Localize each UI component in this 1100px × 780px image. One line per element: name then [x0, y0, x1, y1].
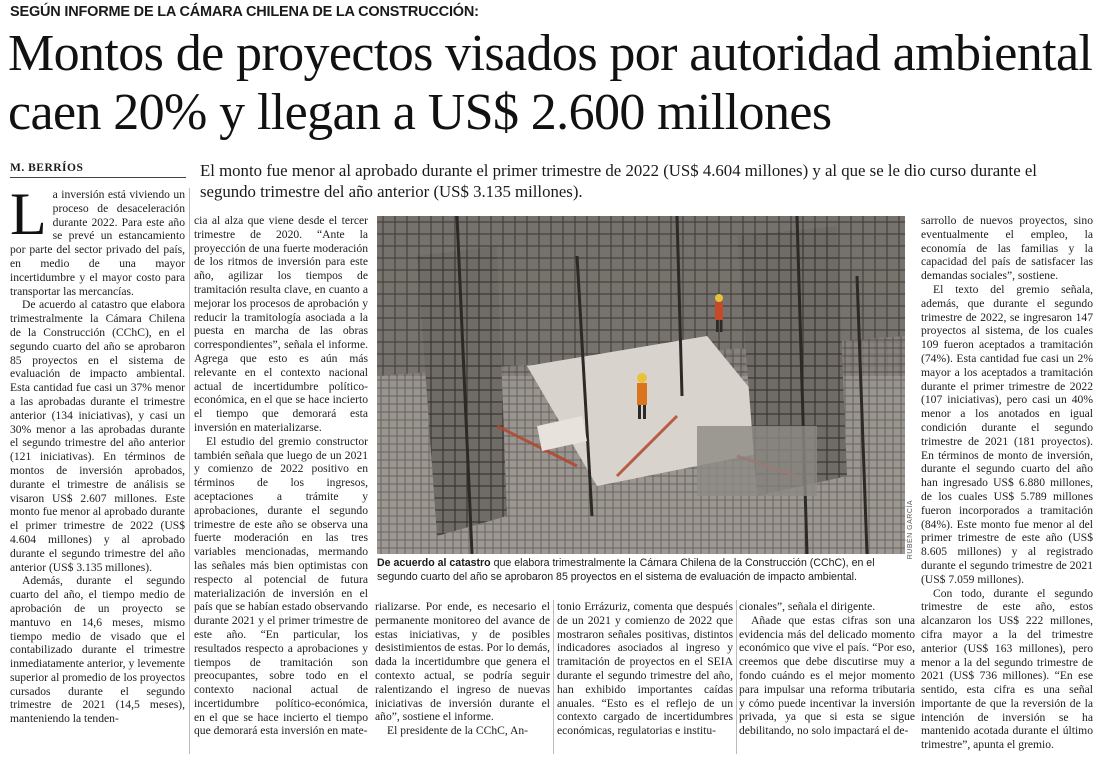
paragraph: El estudio del gremio constructor también señala que luego de un 2021 y comienzo de 2022 positivo en términos de los ingresos, aceptaciones a trámite y aprobaciones, durante el segundo trimestre de este año se observa una fuerte moderación en las tres variables mencionadas, mermando las señales más bien optimistas con respecto al potencial de futura materialización de inversión en el país que se habían estado observando durante 2021 y el primer trimestre de este año. “En particular, los resultados respecto a aprobaciones y tiempos de tramitación son preocupantes, sobre todo en el contexto nacional actual de incertidumbre político-económica, en el que se hace incierto el tiempo que demorará esta inversión en mate-	[194, 434, 368, 738]
caption-lead: De acuerdo al catastro	[377, 557, 491, 569]
article-column-5	[739, 600, 915, 754]
drop-cap: L	[10, 188, 47, 247]
construction-photo	[377, 216, 905, 554]
article-column-1	[10, 188, 185, 754]
photo-credit: RUBÉN GARCÍA	[907, 500, 914, 560]
paragraph: sarrollo de nuevos proyectos, sino eventualmente el empleo, la economía de las familias y la capacidad del país de satisfacer las demandas sociales”, sostiene.	[921, 214, 1093, 283]
paragraph: rializarse. Por ende, es necesario el permanente monitoreo del avance de estas iniciativas, y de posibles desistimientos de estas. Por lo demás, dada la incertidumbre que genera el contexto actual, se podría seguir ralentizando el ingreso de nuevas iniciativas de inversión durante el año”, sostiene el informe.	[375, 600, 550, 724]
caption-text: que elabora trimestralmente la Cámara Chilena de la Construcción (CChC), en el segundo cuarto del año se aprobaron 85 proyectos en el sistema de evaluación de impacto ambiental.	[377, 557, 875, 583]
byline: M. BERRÍOS	[10, 162, 84, 174]
paragraph: Añade que estas cifras son una evidencia más del delicado momento económico que vive el país. “Por eso, creemos que debe discutirse muy a fondo cuándo es el mejor momento para impulsar una reforma tributaria y cómo puede incentivar la inversión privada, ya que si esta se sigue debilitando, no solo impactará el de-	[739, 613, 915, 738]
kicker: SEGÚN INFORME DE LA CÁMARA CHILENA DE LA CONSTRUCCIÓN:	[10, 4, 479, 20]
byline-rule	[10, 177, 186, 178]
column-rule	[553, 600, 554, 754]
paragraph: cia al alza que viene desde el tercer trimestre de 2020. “Ante la proyección de una fuerte moderación de los ritmos de inversión para este año, agilizar los tiempos de tramitación resulta clave, en cuanto a mejorar los procesos de aprobación y reducir la tramitología asociada a la puesta en marcha de las obras correspondientes”, señala el informe. Agrega que esto es aún más relevante en el contexto nacional actual de incertidumbre político-económica, en el que se hace incierto el tiempo que demorará esta inversión en materializarse.	[194, 214, 368, 434]
deck: El monto fue menor al aprobado durante el primer trimestre de 2022 (US$ 4.604 millones) y al que se le dio curso durante el segundo trimestre del año anterior (US$ 3.135 millones).	[200, 161, 1037, 201]
article-column-6	[921, 214, 1093, 780]
article-column-4	[557, 600, 733, 754]
photo-caption	[377, 557, 905, 584]
paragraph: cionales”, señala el dirigente.	[739, 600, 876, 613]
paragraph: Además, durante el segundo cuarto del año, el tiempo medio de aprobación de un proyecto se mantuvo en 14,6 meses, mismo tiempo medio de visado que el contabilizado durante el trimestre inmediatamente anterior, y levemente superior al promedio de los proyectos cursados durante el segundo trimestre de 2021 (14,5 meses), manteniendo la tenden-	[10, 574, 185, 726]
paragraph: Con todo, durante el segundo trimestre de este año, estos alcanzaron los US$ 222 millones, cifra mayor a la del trimestre anterior (US$ 163 millones), pero menor a la del segundo trimestre de 2021 (US$ 736 millones). “En ese sentido, esta cifra es una señal importante de que la reversión de la intención de inversión se ha mantenido acotada durante el último trimestre”, apunta el gremio.	[921, 586, 1093, 752]
headline: Montos de proyectos visados por autoridad ambiental caen 20% y llegan a US$ 2.600 millones	[8, 25, 1093, 141]
paragraph	[10, 188, 185, 298]
paragraph: El texto del gremio señala, además, que durante el segundo trimestre de 2022, se ingresaron 147 proyectos al sistema, de los cuales 109 fueron aceptados a tramitación (74%). Esta cantidad fue casi un 2% mayor a los aceptados a tramitación durante el primer trimestre de 2022 (107 iniciativas), pero casi un 40% menor a los anotados en igual condición durante el segundo trimestre de 2021 (181 proyectos). En términos de monto de inversión, durante el segundo cuarto del año han ingresado US$ 6.880 millones, de los cuales US$ 5.789 millones fueron incorporados a tramitación (84%). Este monto fue menor al del primer trimestre de este año (US$ 8.605 millones) y al registrado durante el segundo trimestre de 2021 (US$ 7.059 millones).	[921, 282, 1093, 586]
paragraph: El presidente de la CChC, An-	[387, 724, 529, 738]
paragraph-text: a inversión está viviendo un proceso de desaceleración durante 2022. Para este año se prevé un estancamiento por parte del sector privado del país, en medio de una mayor incertidumbre y el mayor costo para transportar las mercancías.	[10, 188, 185, 298]
column-rule	[736, 600, 737, 754]
paragraph: De acuerdo al catastro que elabora trimestralmente la Cámara Chilena de la Construcción (CChC), en el segundo cuarto del año se aprobaron 85 proyectos en el sistema de evaluación de impacto ambiental. Esta cantidad fue casi un 37% menor a las aprobadas durante el trimestre anterior (134 iniciativas), y casi un 30% menor a las aprobadas durante el segundo trimestre del año anterior (121 iniciativas). En términos de montos de inversión aprobados, durante el trimestre de análisis se visaron US$ 2.607 millones. Este monto fue menor al aprobado durante el primer trimestre de 2022 (US$ 4.604 millones) y al aprobado durante el segundo trimestre del año anterior (US$ 3.135 millones).	[10, 298, 185, 574]
column-rule	[189, 188, 190, 754]
paragraph: tonio Errázuriz, comenta que después de un 2021 y comienzo de 2022 que mostraron señales positivas, distintos indicadores asociados al ingreso y tramitación de proyectos en el SEIA durante el segundo trimestre del año, han exhibido importantes caídas anuales. “Esto es el reflejo de un contexto cargado de incertidumbres económicas, regulatorias e institu-	[557, 600, 733, 738]
construction-site-image	[377, 216, 905, 554]
article-column-2	[194, 214, 368, 780]
article-column-3	[375, 600, 550, 754]
